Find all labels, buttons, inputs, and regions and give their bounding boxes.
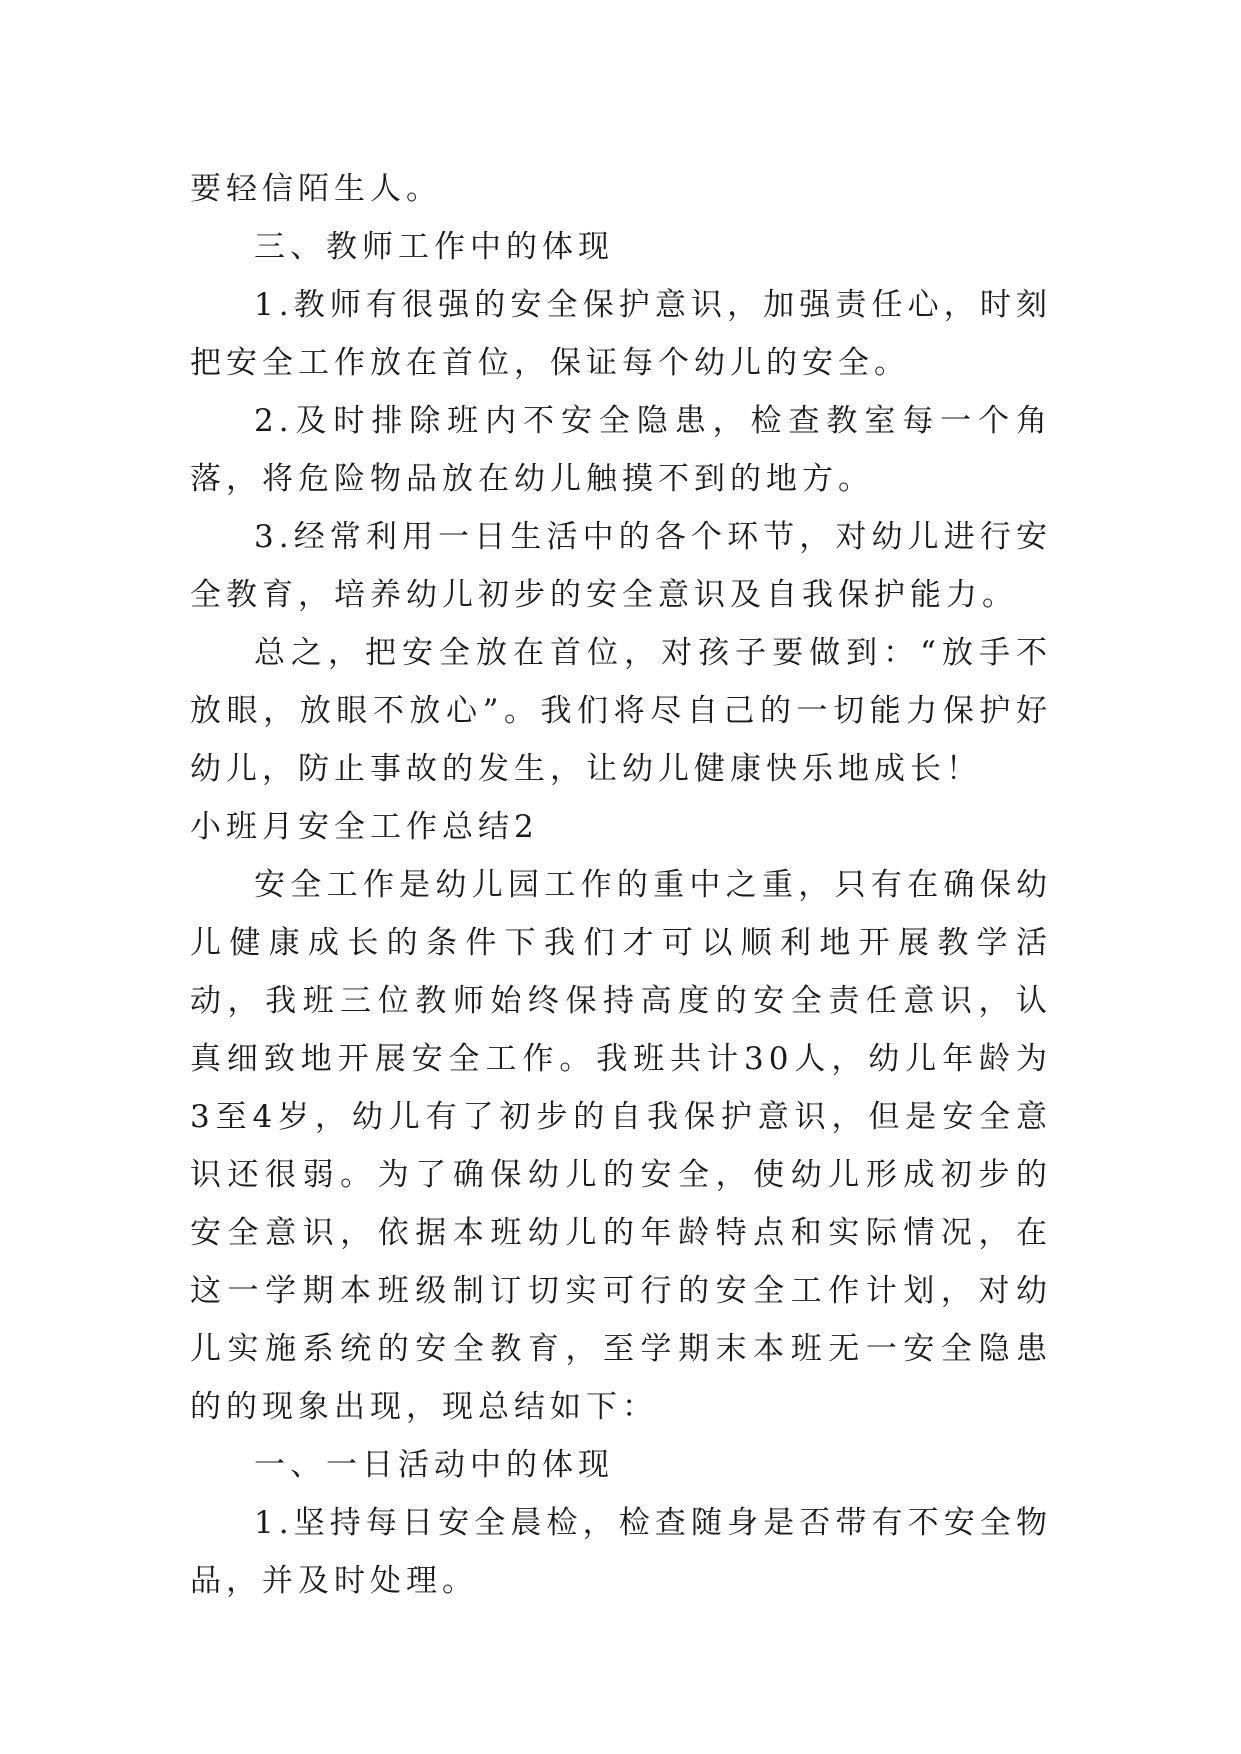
paragraph-continuation: 要轻信陌生人。 xyxy=(190,171,442,207)
list-item-2: 2.及时排除班内不安全隐患，检查教室每一个角落，将危险物品放在幼儿触摸不到的地方。 xyxy=(190,403,1052,497)
document-body xyxy=(190,160,1052,1610)
document-title: 小班月安全工作总结2 xyxy=(190,809,539,845)
paragraph-conclusion: 总之，把安全放在首位，对孩子要做到：“放手不放眼，放眼不放心”。我们将尽自己的一切能力保护好幼儿，防止事故的发生，让幼儿健康快乐地成长！ xyxy=(190,635,1052,787)
paragraph-intro: 安全工作是幼儿园工作的重中之重，只有在确保幼儿健康成长的条件下我们才可以顺利地开展教学活动，我班三位教师始终保持高度的安全责任意识，认真细致地开展安全工作。我班共计30人，幼儿年龄为3至4岁，幼儿有了初步的自我保护意识，但是安全意识还很弱。为了确保幼儿的安全，使幼儿形成初步的安全意识，依据本班幼儿的年龄特点和实际情况，在这一学期本班级制订切实可行的安全工作计划，对幼儿实施系统的安全教育，至学期末本班无一安全隐患的的现象出现，现总结如下： xyxy=(190,867,1052,1425)
list-item-1: 1.教师有很强的安全保护意识，加强责任心，时刻把安全工作放在首位，保证每个幼儿的安全。 xyxy=(190,287,1052,381)
section-heading-daily-activities: 一、一日活动中的体现 xyxy=(254,1447,614,1483)
list-item-morning-check: 1.坚持每日安全晨检，检查随身是否带有不安全物品，并及时处理。 xyxy=(190,1505,1052,1599)
section-heading-teacher-work: 三、教师工作中的体现 xyxy=(254,229,614,265)
list-item-3: 3.经常利用一日生活中的各个环节，对幼儿进行安全教育，培养幼儿初步的安全意识及自我保护能力。 xyxy=(190,519,1052,613)
